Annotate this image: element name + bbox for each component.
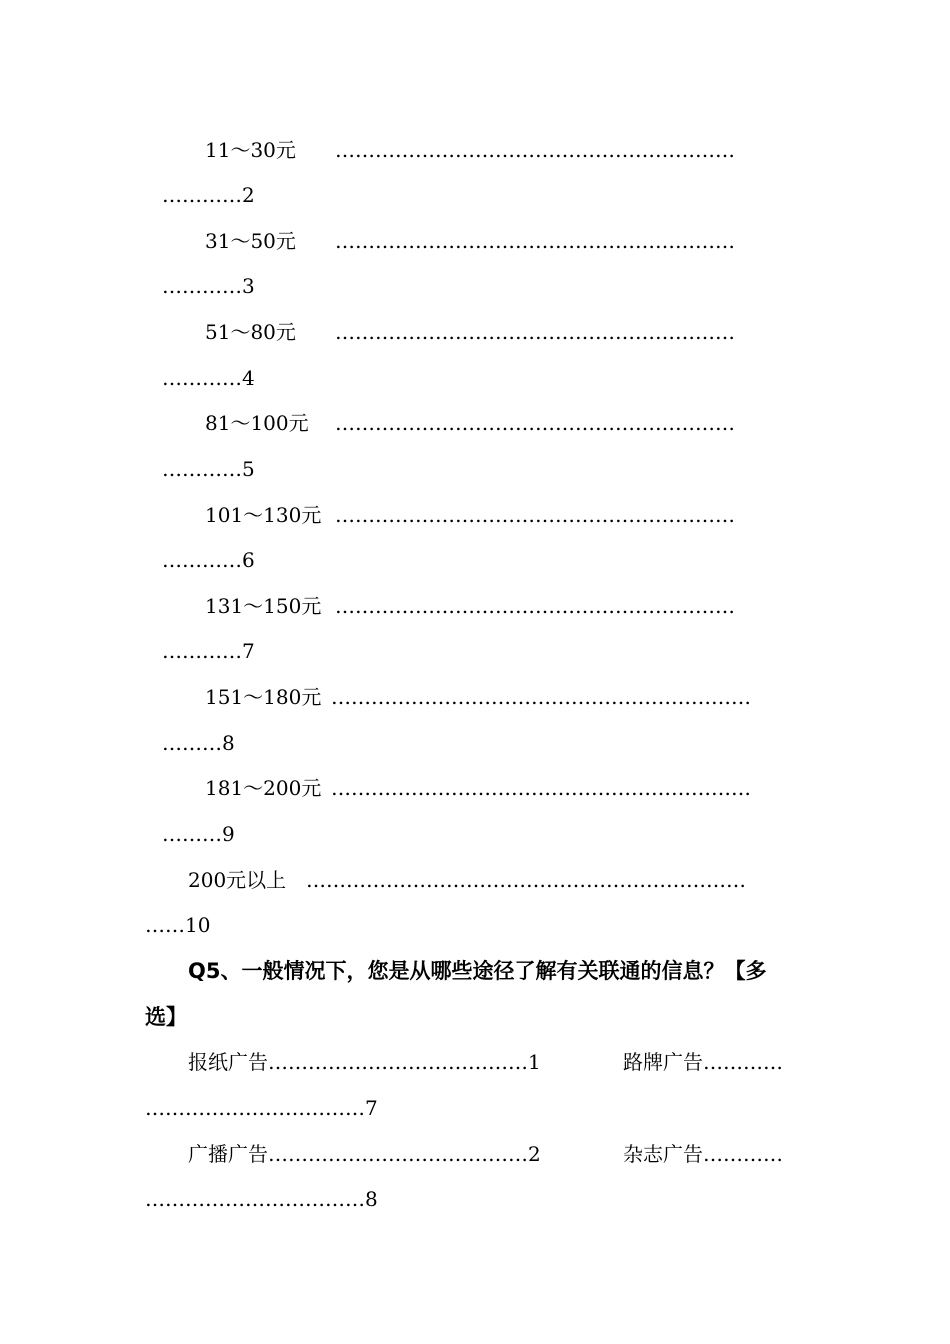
leader-dots: ……………………………………………………: [335, 594, 735, 618]
price-option-code: …………2: [162, 183, 255, 207]
leader-dots: ……………………………………………………: [335, 411, 735, 435]
price-option-code: …………3: [162, 274, 255, 298]
channel-option-code: ……………………………7: [145, 1096, 378, 1120]
leader-dots: …………………………………………………………: [306, 868, 746, 892]
leader-dots: ………………………………………………………: [331, 685, 751, 709]
question-text-continued: 选】: [145, 1005, 187, 1029]
price-option-code: …………6: [162, 548, 255, 572]
price-option-code: …………4: [162, 366, 255, 390]
price-option-code: ………8: [162, 731, 235, 755]
price-option-label: 131～150元: [205, 594, 322, 618]
price-option-label: 101～130元: [205, 503, 322, 527]
price-option-label: 151～180元: [205, 685, 322, 709]
channel-option-right: 杂志广告…………: [623, 1142, 783, 1166]
leader-dots: ……………………………………………………: [335, 138, 735, 162]
price-option-label: 181～200元: [205, 776, 322, 800]
price-option-label: 51～80元: [205, 320, 296, 344]
channel-option-left: 报纸广告…………………………………1: [188, 1050, 541, 1074]
price-option-label: 81～100元: [205, 411, 309, 435]
price-option-code: …………5: [162, 457, 255, 481]
leader-dots: ………………………………………………………: [331, 776, 751, 800]
price-option-code: ……10: [145, 913, 211, 937]
channel-option-right: 路牌广告…………: [623, 1050, 783, 1074]
leader-dots: ……………………………………………………: [335, 320, 735, 344]
price-option-code: …………7: [162, 639, 255, 663]
price-option-label: 200元以上: [188, 868, 287, 892]
price-option-label: 31～50元: [205, 229, 296, 253]
channel-option-left: 广播广告…………………………………2: [188, 1142, 541, 1166]
channel-option-code: ……………………………8: [145, 1187, 378, 1211]
price-option-label: 11～30元: [205, 138, 296, 162]
question-text: Q5、一般情况下，您是从哪些途径了解有关联通的信息？【多: [188, 959, 767, 983]
price-option-code: ………9: [162, 822, 235, 846]
leader-dots: ……………………………………………………: [335, 229, 735, 253]
leader-dots: ……………………………………………………: [335, 503, 735, 527]
